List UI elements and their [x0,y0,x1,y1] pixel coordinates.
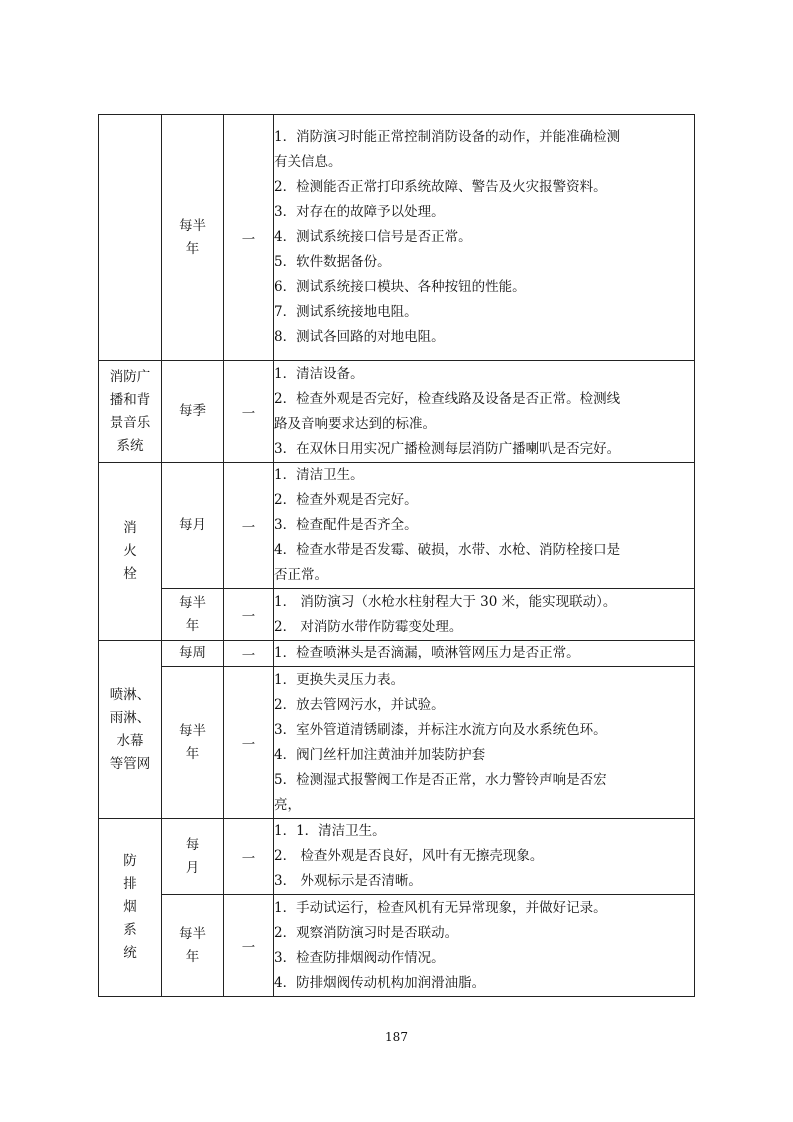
table-row [99,463,695,589]
level-cell: 一 [224,463,274,589]
content-line: 1．更换失灵压力表。 [274,671,405,688]
content-cell [274,115,695,361]
content-line: 2．观察消防演习时是否联动。 [274,924,459,941]
level-cell: 一 [224,819,274,895]
content-line: 2． 对消防水带作防霉变处理。 [274,618,463,635]
page-number: 187 [385,1030,408,1044]
period-cell [162,895,224,997]
system-text: 排 [123,876,137,892]
content-line: 1． 消防演习（水枪水柱射程大于 30 米，能实现联动）。 [274,593,617,610]
content-line: 1．1．清洁卫生。 [274,823,386,839]
content-line: 路及音响要求达到的标准。 [274,415,436,432]
system-text: 防 [123,853,137,869]
system-text: 消 [123,520,137,536]
system-text: 水幕 [116,732,144,749]
content-line: 4．测试系统接口信号是否正常。 [274,229,472,245]
content-line: 有关信息。 [274,154,342,170]
system-cell [99,819,162,997]
period-cell [162,115,224,361]
system-text: 雨淋、 [109,709,151,726]
table-row [99,819,695,895]
system-text: 统 [123,945,137,961]
system-cell [99,361,162,463]
content-line: 3．在双休日用实况广播检测每层消防广播喇叭是否完好。 [274,440,621,457]
system-text: 消防广 [109,368,151,385]
content-line: 2．放去管网污水，并试验。 [274,696,445,713]
system-text: 喷淋、 [109,686,151,703]
period-text: 每半 [179,217,206,234]
content-line: 3． 外观标示是否清晰。 [274,873,422,889]
content-cell [274,463,695,589]
system-text: 系统 [116,437,144,454]
level-cell: 一 [224,589,274,641]
content-line: 2．检测能否正常打印系统故障、警告及火灾报警资料。 [274,179,607,195]
period-text: 每半 [179,722,206,739]
period-text: 每半 [179,925,206,942]
content-line: 4．防排烟阀传动机构加润滑油脂。 [274,974,486,991]
period-cell: 每周 [162,641,224,667]
period-text: 年 [185,240,200,257]
maintenance-schedule-table [98,114,695,997]
period-cell: 每月 [162,463,224,589]
level-cell: 一 [224,115,274,361]
system-text: 播和背 [109,391,151,408]
content-line: 6．测试系统接口模块、各种按钮的性能。 [274,279,526,295]
content-line: 4．阀门丝杆加注黄油并加装防护套 [274,746,486,763]
content-line: 1．清洁设备。 [274,365,364,382]
system-cell [99,115,162,361]
level-cell: 一 [224,667,274,819]
level-cell: 一 [224,361,274,463]
system-text: 等管网 [109,755,151,772]
period-text: 年 [185,745,200,762]
content-line: 1．消防演习时能正常控制消防设备的动作，并能准确检测 [274,129,621,145]
content-line: 2． 检查外观是否良好，风叶有无擦壳现象。 [274,848,544,864]
period-text: 年 [185,617,200,634]
content-line: 1．手动试运行，检查风机有无异常现象，并做好记录。 [274,899,607,916]
table-row [99,895,695,997]
table-row [99,115,695,361]
table-row [99,361,695,463]
period-cell [162,667,224,819]
content-line: 亮， [274,796,301,813]
content-line: 5．检测湿式报警阀工作是否正常，水力警铃声响是否宏 [274,771,607,788]
content-cell [274,361,695,463]
period-text: 每半 [179,594,206,611]
period-cell [162,589,224,641]
system-cell [99,641,162,819]
system-text: 景音乐 [109,414,151,431]
period-cell [162,819,224,895]
content-line: 3．对存在的故障予以处理。 [274,204,445,220]
table-row [99,641,695,667]
content-line: 否正常。 [274,567,328,583]
level-cell: 一 [224,895,274,997]
content-line: 8．测试各回路的对地电阻。 [274,329,445,345]
content-cell [274,667,695,819]
system-text: 火 [123,543,137,559]
content-cell [274,641,695,667]
content-line: 1．检查喷淋头是否滴漏，喷淋管网压力是否正常。 [274,645,580,661]
content-line: 4．检查水带是否发霉、破损，水带、水枪、消防栓接口是 [274,542,621,558]
table-row [99,589,695,641]
content-line: 3．检查配件是否齐全。 [274,517,418,533]
system-text: 烟 [123,899,137,915]
system-cell [99,463,162,641]
content-line: 3．室外管道清锈刷漆，并标注水流方向及水系统色环。 [274,721,607,738]
content-line: 5．软件数据备份。 [274,254,391,270]
period-text: 年 [185,948,200,965]
content-cell [274,895,695,997]
period-text: 每 [185,836,200,853]
system-text: 系 [123,922,137,938]
content-line: 2．检查外观是否完好，检查线路及设备是否正常。检测线 [274,390,621,407]
content-cell [274,589,695,641]
system-text: 栓 [123,566,137,582]
content-line: 3．检查防排烟阀动作情况。 [274,949,445,966]
content-line: 1．清洁卫生。 [274,467,364,483]
content-cell [274,819,695,895]
content-line: 7．测试系统接地电阻。 [274,304,418,320]
period-text: 月 [185,859,200,876]
level-cell: 一 [224,641,274,667]
period-cell: 每季 [162,361,224,463]
table-row [99,667,695,819]
content-line: 2．检查外观是否完好。 [274,492,418,508]
